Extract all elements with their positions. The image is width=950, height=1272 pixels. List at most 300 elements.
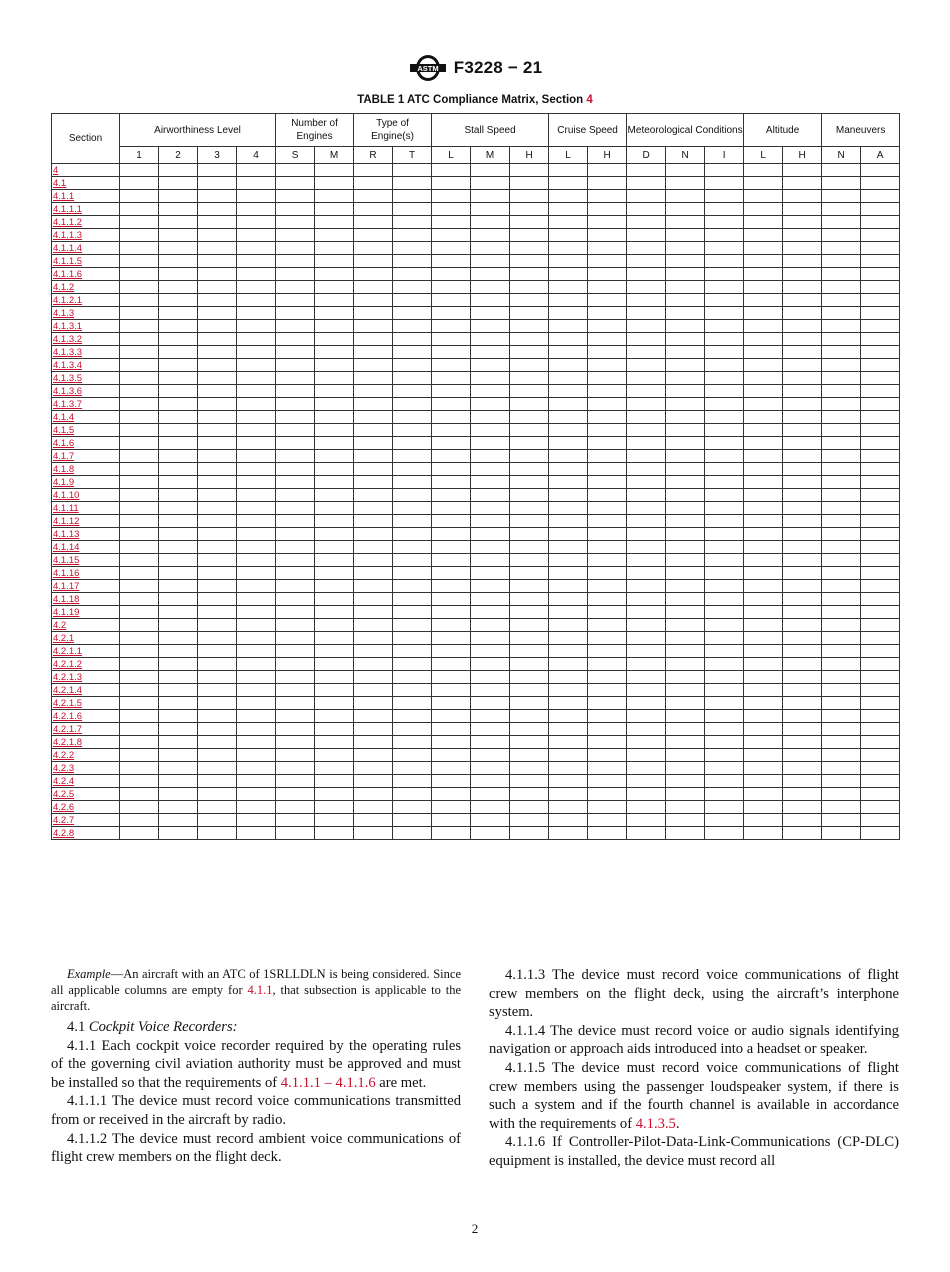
section-link[interactable]: 4.1.1.2 [52,216,120,229]
matrix-cell [744,554,783,567]
section-link[interactable]: 4.2.3 [52,762,120,775]
matrix-cell [666,294,705,307]
matrix-cell [705,190,744,203]
section-link[interactable]: 4.1.12 [52,515,120,528]
section-link[interactable]: 4.1.15 [52,554,120,567]
matrix-cell [588,437,627,450]
matrix-cell [705,528,744,541]
matrix-cell [198,827,237,840]
matrix-cell [666,424,705,437]
matrix-cell [159,658,198,671]
matrix-cell [588,489,627,502]
matrix-cell [744,268,783,281]
matrix-cell [588,255,627,268]
matrix-cell [744,593,783,606]
matrix-cell [861,320,900,333]
matrix-cell [822,684,861,697]
matrix-cell [393,528,432,541]
matrix-cell [315,593,354,606]
section-link[interactable]: 4.1.4 [52,411,120,424]
matrix-cell [783,268,822,281]
matrix-cell [627,398,666,411]
matrix-cell [744,515,783,528]
matrix-cell [744,216,783,229]
matrix-cell [432,801,471,814]
matrix-cell [432,749,471,762]
matrix-cell [627,645,666,658]
section-link[interactable]: 4.1.17 [52,580,120,593]
matrix-cell [354,814,393,827]
matrix-cell [237,294,276,307]
matrix-cell [432,216,471,229]
matrix-cell [315,814,354,827]
matrix-cell [471,684,510,697]
matrix-cell [354,372,393,385]
matrix-cell [276,697,315,710]
matrix-cell [588,294,627,307]
paragraph-4-1-1-6: 4.1.1.6 If Controller-Pilot-Data-Link-Communications (CP-DLC) equipment is installed, the device must record all [489,1134,899,1169]
matrix-cell [705,177,744,190]
matrix-cell [783,723,822,736]
matrix-cell [861,619,900,632]
table-row [52,489,900,502]
matrix-cell [354,502,393,515]
matrix-cell [276,281,315,294]
matrix-cell [822,814,861,827]
matrix-cell [744,463,783,476]
section-link[interactable]: 4.2.1.1 [52,645,120,658]
section-link[interactable]: 4.2 [52,619,120,632]
matrix-cell [861,580,900,593]
matrix-cell [510,294,549,307]
matrix-cell [861,229,900,242]
matrix-cell [588,242,627,255]
table-row [52,723,900,736]
matrix-cell [549,671,588,684]
matrix-cell [276,632,315,645]
matrix-cell [198,632,237,645]
section-link[interactable]: 4.1.14 [52,541,120,554]
matrix-cell [471,827,510,840]
matrix-cell [510,177,549,190]
section-link[interactable]: 4.1.5 [52,424,120,437]
p4115-text-1: 4.1.1.5 The device must record voice communications of flight crew members using the passenger loudspeaker system, if there is such a system and if the fourth channel is available in accordance with the requirements of [489,1059,899,1132]
matrix-cell [393,242,432,255]
matrix-cell [315,775,354,788]
matrix-cell [510,632,549,645]
matrix-cell [354,554,393,567]
matrix-cell [315,710,354,723]
matrix-cell [237,333,276,346]
section-link[interactable]: 4.1.3.1 [52,320,120,333]
table-row [52,762,900,775]
matrix-cell [315,554,354,567]
matrix-cell [432,398,471,411]
section-link[interactable]: 4.1.16 [52,567,120,580]
matrix-cell [744,255,783,268]
matrix-cell [393,723,432,736]
matrix-cell [159,255,198,268]
section-link[interactable]: 4.1.1.3 [52,229,120,242]
matrix-cell [627,502,666,515]
matrix-cell [315,489,354,502]
matrix-cell [354,424,393,437]
matrix-cell [861,749,900,762]
matrix-cell [588,749,627,762]
matrix-cell [198,619,237,632]
section-link[interactable]: 4.2.6 [52,801,120,814]
matrix-cell [471,268,510,281]
matrix-cell [471,372,510,385]
table-row [52,502,900,515]
section-link[interactable]: 4.1.2.1 [52,294,120,307]
section-link[interactable]: 4.1.3.5 [52,372,120,385]
table-caption [0,94,950,106]
matrix-cell [471,814,510,827]
matrix-cell [393,671,432,684]
subheader: L [549,147,588,164]
matrix-cell [159,736,198,749]
matrix-cell [159,216,198,229]
matrix-cell [666,554,705,567]
matrix-cell [666,567,705,580]
matrix-cell [276,827,315,840]
section-link[interactable]: 4.2.1.8 [52,736,120,749]
matrix-cell [159,697,198,710]
matrix-cell [510,268,549,281]
matrix-cell [588,619,627,632]
matrix-cell [432,242,471,255]
section-link[interactable]: 4.1.3 [52,307,120,320]
matrix-cell [861,333,900,346]
matrix-cell [861,775,900,788]
matrix-cell [861,593,900,606]
matrix-cell [198,333,237,346]
matrix-cell [783,541,822,554]
section-link[interactable]: 4.1.1.6 [52,268,120,281]
section-link[interactable]: 4.2.8 [52,827,120,840]
section-link[interactable]: 4.1.3.4 [52,359,120,372]
matrix-cell [744,684,783,697]
matrix-cell [861,658,900,671]
matrix-cell [705,320,744,333]
matrix-cell [627,827,666,840]
section-link[interactable]: 4.2.1.6 [52,710,120,723]
matrix-cell [432,606,471,619]
matrix-cell [198,385,237,398]
matrix-cell [276,528,315,541]
matrix-cell [198,437,237,450]
section-link[interactable]: 4.1 [52,177,120,190]
matrix-cell [822,567,861,580]
matrix-cell [588,762,627,775]
matrix-cell [783,190,822,203]
matrix-cell [198,242,237,255]
matrix-cell [393,697,432,710]
matrix-cell [861,671,900,684]
matrix-cell [237,268,276,281]
matrix-cell [120,333,159,346]
matrix-cell [744,450,783,463]
matrix-cell [198,268,237,281]
matrix-cell [159,619,198,632]
matrix-cell [744,307,783,320]
matrix-cell [549,502,588,515]
table-row [52,463,900,476]
table-row [52,177,900,190]
matrix-cell [432,515,471,528]
matrix-cell [276,307,315,320]
matrix-cell [822,593,861,606]
matrix-cell [198,814,237,827]
matrix-cell [237,658,276,671]
p411-ref-link[interactable]: 4.1.1.1 – 4.1.1.6 [280,1074,376,1091]
matrix-cell [510,203,549,216]
matrix-cell [159,580,198,593]
section-link[interactable]: 4.2.2 [52,749,120,762]
matrix-cell [666,684,705,697]
matrix-cell [471,463,510,476]
matrix-cell [627,281,666,294]
matrix-cell [822,762,861,775]
matrix-cell [861,203,900,216]
matrix-cell [705,502,744,515]
matrix-cell [198,762,237,775]
matrix-cell [822,307,861,320]
matrix-cell [432,190,471,203]
section-link[interactable]: 4.2.1.3 [52,671,120,684]
matrix-cell [315,268,354,281]
table-row [52,710,900,723]
matrix-cell [393,203,432,216]
matrix-cell [510,762,549,775]
section-link[interactable]: 4.1.19 [52,606,120,619]
matrix-cell [315,762,354,775]
section-link[interactable]: 4.1.9 [52,476,120,489]
matrix-cell [588,164,627,177]
matrix-cell [159,710,198,723]
matrix-cell [705,671,744,684]
matrix-cell [120,229,159,242]
matrix-cell [783,528,822,541]
matrix-cell [432,554,471,567]
matrix-cell [510,541,549,554]
matrix-cell [237,580,276,593]
matrix-cell [822,294,861,307]
matrix-cell [861,450,900,463]
matrix-cell [549,372,588,385]
matrix-cell [666,723,705,736]
section-link[interactable]: 4.1.3.6 [52,385,120,398]
matrix-cell [393,684,432,697]
matrix-cell [393,645,432,658]
matrix-cell [159,346,198,359]
header-airworthiness-level: Airworthiness Level [120,114,276,147]
matrix-cell [276,216,315,229]
section-link[interactable]: 4.2.1.4 [52,684,120,697]
matrix-cell [510,476,549,489]
section-link[interactable]: 4.2.1.5 [52,697,120,710]
section-link[interactable]: 4.1.8 [52,463,120,476]
matrix-cell [822,372,861,385]
matrix-cell [510,827,549,840]
matrix-cell [393,593,432,606]
matrix-cell [510,788,549,801]
section-link[interactable]: 4.1.2 [52,281,120,294]
matrix-cell [666,658,705,671]
document-id: F3228 − 21 [453,58,543,77]
matrix-cell [120,788,159,801]
matrix-cell [861,268,900,281]
matrix-cell [393,437,432,450]
matrix-cell [198,281,237,294]
matrix-cell [159,411,198,424]
section-link[interactable]: 4.1.1.5 [52,255,120,268]
matrix-cell [783,710,822,723]
matrix-cell [861,502,900,515]
matrix-cell [120,177,159,190]
matrix-cell [627,437,666,450]
matrix-cell [354,658,393,671]
section-link[interactable]: 4.2.1 [52,632,120,645]
section-link[interactable]: 4.1.13 [52,528,120,541]
matrix-cell [861,164,900,177]
matrix-cell [315,216,354,229]
matrix-cell [198,710,237,723]
matrix-cell [744,567,783,580]
section-link[interactable]: 4.2.4 [52,775,120,788]
matrix-cell [315,541,354,554]
matrix-cell [432,658,471,671]
matrix-cell [822,255,861,268]
section-link[interactable]: 4.1.3.7 [52,398,120,411]
matrix-cell [822,164,861,177]
example-ref-link[interactable]: 4.1.1 [247,983,273,997]
matrix-cell [627,164,666,177]
matrix-cell [432,580,471,593]
matrix-cell [471,775,510,788]
matrix-cell [822,216,861,229]
section-link[interactable]: 4.1.1 [52,190,120,203]
matrix-cell [822,177,861,190]
matrix-cell [432,463,471,476]
paragraph-4-1-1-1: 4.1.1.1 The device must record voice communications transmitted from or received in the aircraft by radio. [51,1093,461,1128]
table-caption-ref[interactable]: 4 [586,94,593,106]
section-link[interactable]: 4.1.1.1 [52,203,120,216]
matrix-cell [627,268,666,281]
paragraph-4-1-1-2: 4.1.1.2 The device must record ambient voice communications of flight crew members on the flight deck. [51,1130,461,1166]
section-link[interactable]: 4.1.7 [52,450,120,463]
matrix-cell [627,710,666,723]
section-link[interactable]: 4.1.18 [52,593,120,606]
matrix-cell [861,307,900,320]
table-caption-text: TABLE 1 ATC Compliance Matrix, Section [357,94,587,106]
matrix-cell [471,515,510,528]
matrix-cell [744,385,783,398]
matrix-cell [237,385,276,398]
matrix-cell [510,775,549,788]
matrix-cell [315,229,354,242]
table-row [52,567,900,580]
matrix-cell [744,645,783,658]
matrix-cell [198,164,237,177]
matrix-cell [198,671,237,684]
section-link[interactable]: 4.1.3.3 [52,346,120,359]
matrix-cell [276,723,315,736]
matrix-cell [354,619,393,632]
matrix-cell [354,216,393,229]
section-link[interactable]: 4.1.10 [52,489,120,502]
matrix-cell [588,190,627,203]
matrix-cell [744,476,783,489]
matrix-cell [822,788,861,801]
matrix-cell [822,554,861,567]
matrix-cell [159,827,198,840]
matrix-cell [120,606,159,619]
matrix-cell [237,645,276,658]
section-link[interactable]: 4.1.3.2 [52,333,120,346]
section-link[interactable]: 4.1.6 [52,437,120,450]
matrix-cell [159,775,198,788]
matrix-cell [237,177,276,190]
section-link[interactable]: 4 [52,164,120,177]
matrix-cell [315,632,354,645]
matrix-cell [159,515,198,528]
section-link[interactable]: 4.2.1.2 [52,658,120,671]
subheader: M [315,147,354,164]
matrix-cell [705,814,744,827]
matrix-cell [549,528,588,541]
matrix-cell [627,567,666,580]
matrix-cell [666,762,705,775]
matrix-cell [276,788,315,801]
matrix-cell [432,788,471,801]
svg-text:ASTM: ASTM [417,64,439,73]
matrix-cell [237,489,276,502]
matrix-cell [705,632,744,645]
matrix-cell [159,190,198,203]
matrix-cell [549,515,588,528]
matrix-cell [627,411,666,424]
matrix-cell [666,372,705,385]
table-row [52,398,900,411]
matrix-cell [159,242,198,255]
table-row [52,190,900,203]
matrix-cell [783,788,822,801]
matrix-cell [783,333,822,346]
matrix-cell [588,814,627,827]
matrix-cell [510,736,549,749]
section-link[interactable]: 4.2.5 [52,788,120,801]
matrix-cell [276,554,315,567]
table-row [52,684,900,697]
section-link[interactable]: 4.1.1.4 [52,242,120,255]
matrix-cell [510,645,549,658]
matrix-cell [393,398,432,411]
matrix-cell [120,684,159,697]
matrix-cell [549,541,588,554]
matrix-cell [861,294,900,307]
p4115-text-2: . [675,1115,680,1132]
matrix-cell [237,827,276,840]
section-link[interactable]: 4.2.1.7 [52,723,120,736]
section-link[interactable]: 4.2.7 [52,814,120,827]
matrix-cell [744,242,783,255]
p4115-ref-link[interactable]: 4.1.3.5 [635,1115,676,1132]
matrix-cell [705,658,744,671]
section-link[interactable]: 4.1.11 [52,502,120,515]
matrix-cell [120,593,159,606]
